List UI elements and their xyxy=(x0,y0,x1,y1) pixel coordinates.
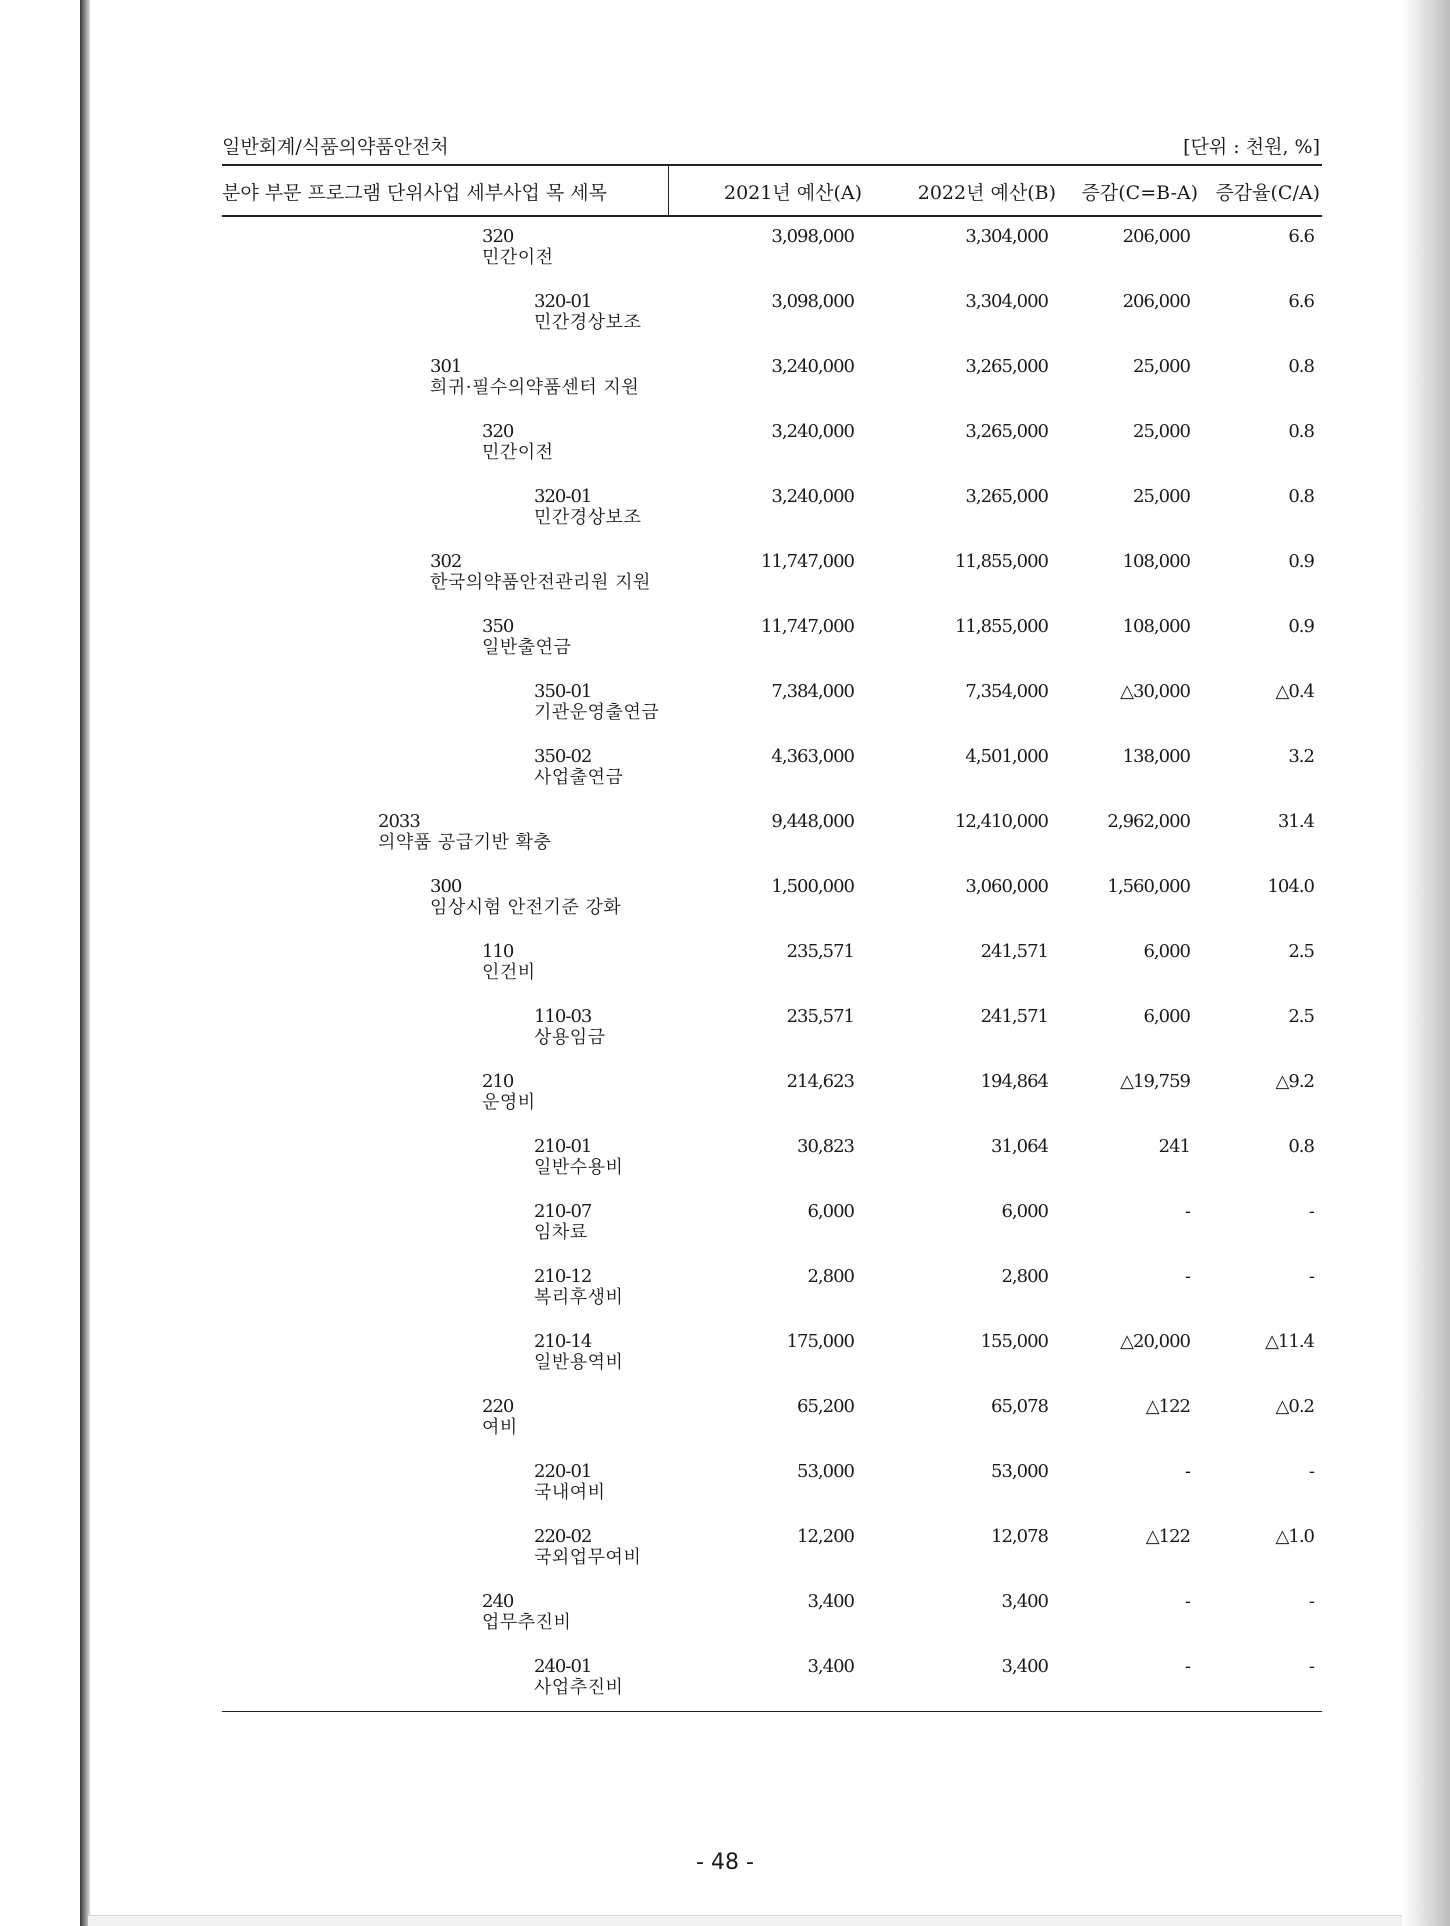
cell-change-rate: 0.8 xyxy=(1288,356,1314,377)
row-code: 300 xyxy=(430,876,462,897)
cell-change-rate: 0.8 xyxy=(1288,486,1314,507)
table-row xyxy=(0,356,1450,416)
table-row xyxy=(0,941,1450,1001)
cell-2021-budget: 3,240,000 xyxy=(771,356,854,377)
cell-2021-budget: 2,800 xyxy=(807,1266,854,1287)
cell-change: 6,000 xyxy=(1143,941,1190,962)
table-row xyxy=(0,1461,1450,1521)
row-code: 320 xyxy=(482,226,514,247)
row-code: 350 xyxy=(482,616,514,637)
cell-change: △122 xyxy=(1145,1526,1190,1547)
cell-change: 25,000 xyxy=(1133,356,1190,377)
row-label xyxy=(534,746,623,788)
column-header-change-rate: 증감율(C/A) xyxy=(1215,182,1320,204)
cell-change-rate: 2.5 xyxy=(1288,1006,1314,1027)
row-label xyxy=(482,616,571,658)
row-name: 임차료 xyxy=(534,1222,588,1243)
row-name: 한국의약품안전관리원 지원 xyxy=(430,572,651,593)
row-label xyxy=(378,811,551,853)
table-row xyxy=(0,1071,1450,1131)
row-name: 일반출연금 xyxy=(482,637,572,658)
cell-change-rate: - xyxy=(1308,1591,1314,1612)
table-row xyxy=(0,746,1450,806)
cell-change-rate: - xyxy=(1308,1461,1314,1482)
row-code: 210-01 xyxy=(534,1136,592,1157)
cell-change-rate: 0.9 xyxy=(1288,616,1314,637)
cell-change-rate: 0.9 xyxy=(1288,551,1314,572)
cell-change: - xyxy=(1184,1656,1190,1677)
cell-2021-budget: 6,000 xyxy=(807,1201,854,1222)
table-row xyxy=(0,486,1450,546)
row-label xyxy=(534,291,641,333)
cell-2021-budget: 12,200 xyxy=(797,1526,854,1547)
table-row xyxy=(0,421,1450,481)
table-row xyxy=(0,291,1450,351)
cell-2021-budget: 235,571 xyxy=(786,941,854,962)
cell-2021-budget: 11,747,000 xyxy=(760,551,854,572)
cell-2021-budget: 214,623 xyxy=(786,1071,854,1092)
cell-change: 6,000 xyxy=(1143,1006,1190,1027)
column-header-2022: 2022년 예산(B) xyxy=(917,182,1056,204)
row-name: 운영비 xyxy=(482,1092,536,1113)
row-label xyxy=(430,551,651,593)
row-code: 210 xyxy=(482,1071,514,1092)
cell-change-rate: △0.2 xyxy=(1275,1396,1314,1417)
cell-2022-budget: 3,265,000 xyxy=(965,356,1048,377)
cell-change: 1,560,000 xyxy=(1107,876,1190,897)
table-row xyxy=(0,876,1450,936)
cell-change: △19,759 xyxy=(1120,1071,1190,1092)
row-name: 희귀·필수의약품센터 지원 xyxy=(430,377,640,398)
cell-2021-budget: 53,000 xyxy=(797,1461,854,1482)
cell-2021-budget: 7,384,000 xyxy=(771,681,854,702)
cell-2021-budget: 175,000 xyxy=(786,1331,854,1352)
row-code: 210-14 xyxy=(534,1331,592,1352)
table-row xyxy=(0,1396,1450,1456)
cell-2021-budget: 235,571 xyxy=(786,1006,854,1027)
cell-change-rate: - xyxy=(1308,1266,1314,1287)
row-name: 국외업무여비 xyxy=(534,1547,642,1568)
row-code: 110-03 xyxy=(534,1006,592,1027)
cell-change-rate: △1.0 xyxy=(1275,1526,1314,1547)
cell-2021-budget: 30,823 xyxy=(797,1136,854,1157)
row-code: 320-01 xyxy=(534,291,592,312)
row-label xyxy=(430,876,621,918)
row-label xyxy=(534,1656,623,1698)
cell-change-rate: 3.2 xyxy=(1288,746,1314,767)
cell-change-rate: 0.8 xyxy=(1288,421,1314,442)
cell-change: - xyxy=(1184,1201,1190,1222)
table-row xyxy=(0,1526,1450,1586)
table-row xyxy=(0,1591,1450,1651)
cell-2021-budget: 3,240,000 xyxy=(771,421,854,442)
table-row xyxy=(0,551,1450,611)
row-label xyxy=(534,1006,606,1048)
column-header-2021: 2021년 예산(A) xyxy=(723,182,862,204)
cell-2021-budget: 3,098,000 xyxy=(771,291,854,312)
row-label xyxy=(534,1526,641,1568)
row-code: 220 xyxy=(482,1396,514,1417)
cell-2021-budget: 3,240,000 xyxy=(771,486,854,507)
cell-change: 25,000 xyxy=(1133,486,1190,507)
cell-change: 108,000 xyxy=(1122,551,1190,572)
cell-2022-budget: 194,864 xyxy=(980,1071,1048,1092)
cell-2021-budget: 4,363,000 xyxy=(771,746,854,767)
table-row xyxy=(0,811,1450,871)
row-name: 민간이전 xyxy=(482,247,554,268)
cell-change: 206,000 xyxy=(1122,291,1190,312)
cell-change: - xyxy=(1184,1461,1190,1482)
table-row xyxy=(0,1656,1450,1716)
cell-change-rate: 104.0 xyxy=(1267,876,1314,897)
row-code: 220-02 xyxy=(534,1526,592,1547)
row-name: 민간이전 xyxy=(482,442,554,463)
cell-change: - xyxy=(1184,1591,1190,1612)
row-label xyxy=(534,1201,591,1243)
cell-change: 25,000 xyxy=(1133,421,1190,442)
cell-change-rate: 31.4 xyxy=(1277,811,1314,832)
table-row xyxy=(0,1201,1450,1261)
cell-2022-budget: 241,571 xyxy=(980,1006,1048,1027)
cell-change: △122 xyxy=(1145,1396,1190,1417)
row-code: 320 xyxy=(482,421,514,442)
row-code: 220-01 xyxy=(534,1461,592,1482)
row-name: 상용임금 xyxy=(534,1027,606,1048)
cell-2022-budget: 2,800 xyxy=(1001,1266,1048,1287)
cell-2022-budget: 12,410,000 xyxy=(954,811,1048,832)
cell-2022-budget: 3,265,000 xyxy=(965,486,1048,507)
row-label xyxy=(482,1071,536,1113)
table-bottom-rule xyxy=(222,1711,1322,1712)
cell-2022-budget: 31,064 xyxy=(991,1136,1048,1157)
cell-2021-budget: 1,500,000 xyxy=(771,876,854,897)
row-name: 국내여비 xyxy=(534,1482,606,1503)
cell-2022-budget: 12,078 xyxy=(991,1526,1048,1547)
table-row xyxy=(0,1136,1450,1196)
cell-2021-budget: 9,448,000 xyxy=(771,811,854,832)
row-name: 민간경상보조 xyxy=(534,312,642,333)
cell-change: 206,000 xyxy=(1122,226,1190,247)
cell-2022-budget: 11,855,000 xyxy=(954,616,1048,637)
row-label xyxy=(482,1591,571,1633)
table-row xyxy=(0,1266,1450,1326)
cell-2022-budget: 4,501,000 xyxy=(965,746,1048,767)
column-header-change: 증감(C=B-A) xyxy=(1081,182,1198,204)
row-label xyxy=(534,1331,623,1373)
cell-2021-budget: 11,747,000 xyxy=(760,616,854,637)
table-row xyxy=(0,1006,1450,1066)
cell-2022-budget: 241,571 xyxy=(980,941,1048,962)
page-number: - 48 - xyxy=(696,1850,754,1875)
row-label xyxy=(430,356,639,398)
row-label xyxy=(534,1136,623,1178)
row-label xyxy=(534,1266,623,1308)
cell-change-rate: 6.6 xyxy=(1288,226,1314,247)
row-code: 110 xyxy=(482,941,514,962)
cell-2022-budget: 3,304,000 xyxy=(965,291,1048,312)
row-code: 320-01 xyxy=(534,486,592,507)
row-label xyxy=(482,421,554,463)
cell-2022-budget: 65,078 xyxy=(991,1396,1048,1417)
cell-2022-budget: 6,000 xyxy=(1001,1201,1048,1222)
cell-change: 108,000 xyxy=(1122,616,1190,637)
row-name: 임상시험 안전기준 강화 xyxy=(430,897,622,918)
cell-2021-budget: 65,200 xyxy=(797,1396,854,1417)
cell-change: 138,000 xyxy=(1122,746,1190,767)
row-name: 복리후생비 xyxy=(534,1287,624,1308)
row-name: 사업추진비 xyxy=(534,1677,624,1698)
cell-change: 241 xyxy=(1158,1136,1190,1157)
cell-change-rate: 0.8 xyxy=(1288,1136,1314,1157)
table-row xyxy=(0,681,1450,741)
row-code: 302 xyxy=(430,551,462,572)
cell-2022-budget: 155,000 xyxy=(980,1331,1048,1352)
cell-2022-budget: 11,855,000 xyxy=(954,551,1048,572)
row-code: 210-12 xyxy=(534,1266,592,1287)
row-label xyxy=(482,226,554,268)
row-code: 350-02 xyxy=(534,746,592,767)
row-code: 301 xyxy=(430,356,462,377)
row-code: 350-01 xyxy=(534,681,592,702)
row-name: 민간경상보조 xyxy=(534,507,642,528)
document-header-title: 일반회계/식품의약품안전처 xyxy=(222,136,449,158)
cell-change-rate: △0.4 xyxy=(1275,681,1314,702)
row-label xyxy=(534,486,641,528)
row-label xyxy=(534,681,659,723)
row-code: 2033 xyxy=(378,811,420,832)
cell-change: 2,962,000 xyxy=(1107,811,1190,832)
row-name: 여비 xyxy=(482,1417,518,1438)
cell-2021-budget: 3,400 xyxy=(807,1591,854,1612)
row-label xyxy=(534,1461,606,1503)
cell-change: - xyxy=(1184,1266,1190,1287)
cell-2022-budget: 3,400 xyxy=(1001,1591,1048,1612)
cell-2022-budget: 3,400 xyxy=(1001,1656,1048,1677)
row-label xyxy=(482,1396,518,1438)
table-row xyxy=(0,616,1450,676)
row-name: 의약품 공급기반 확충 xyxy=(378,832,552,853)
cell-change: △20,000 xyxy=(1120,1331,1190,1352)
row-code: 240 xyxy=(482,1591,514,1612)
cell-change-rate: - xyxy=(1308,1656,1314,1677)
cell-2022-budget: 53,000 xyxy=(991,1461,1048,1482)
row-name: 일반수용비 xyxy=(534,1157,624,1178)
cell-change-rate: 6.6 xyxy=(1288,291,1314,312)
row-name: 기관운영출연금 xyxy=(534,702,660,723)
cell-2021-budget: 3,098,000 xyxy=(771,226,854,247)
cell-2022-budget: 3,265,000 xyxy=(965,421,1048,442)
cell-2022-budget: 7,354,000 xyxy=(965,681,1048,702)
cell-change-rate: 2.5 xyxy=(1288,941,1314,962)
row-name: 일반용역비 xyxy=(534,1352,624,1373)
row-name: 업무추진비 xyxy=(482,1612,572,1633)
row-code: 240-01 xyxy=(534,1656,592,1677)
row-name: 사업출연금 xyxy=(534,767,624,788)
unit-label: [단위 : 천원, %] xyxy=(1183,136,1320,158)
row-label xyxy=(482,941,536,983)
table-row xyxy=(0,1331,1450,1391)
cell-2022-budget: 3,060,000 xyxy=(965,876,1048,897)
column-header-label: 분야 부문 프로그램 단위사업 세부사업 목 세목 xyxy=(222,182,607,204)
cell-change-rate: △9.2 xyxy=(1275,1071,1314,1092)
cell-2022-budget: 3,304,000 xyxy=(965,226,1048,247)
cell-change: △30,000 xyxy=(1120,681,1190,702)
cell-change-rate: △11.4 xyxy=(1265,1331,1314,1352)
row-name: 인건비 xyxy=(482,962,536,983)
cell-change-rate: - xyxy=(1308,1201,1314,1222)
row-code: 210-07 xyxy=(534,1201,592,1222)
table-row xyxy=(0,226,1450,286)
cell-2021-budget: 3,400 xyxy=(807,1656,854,1677)
